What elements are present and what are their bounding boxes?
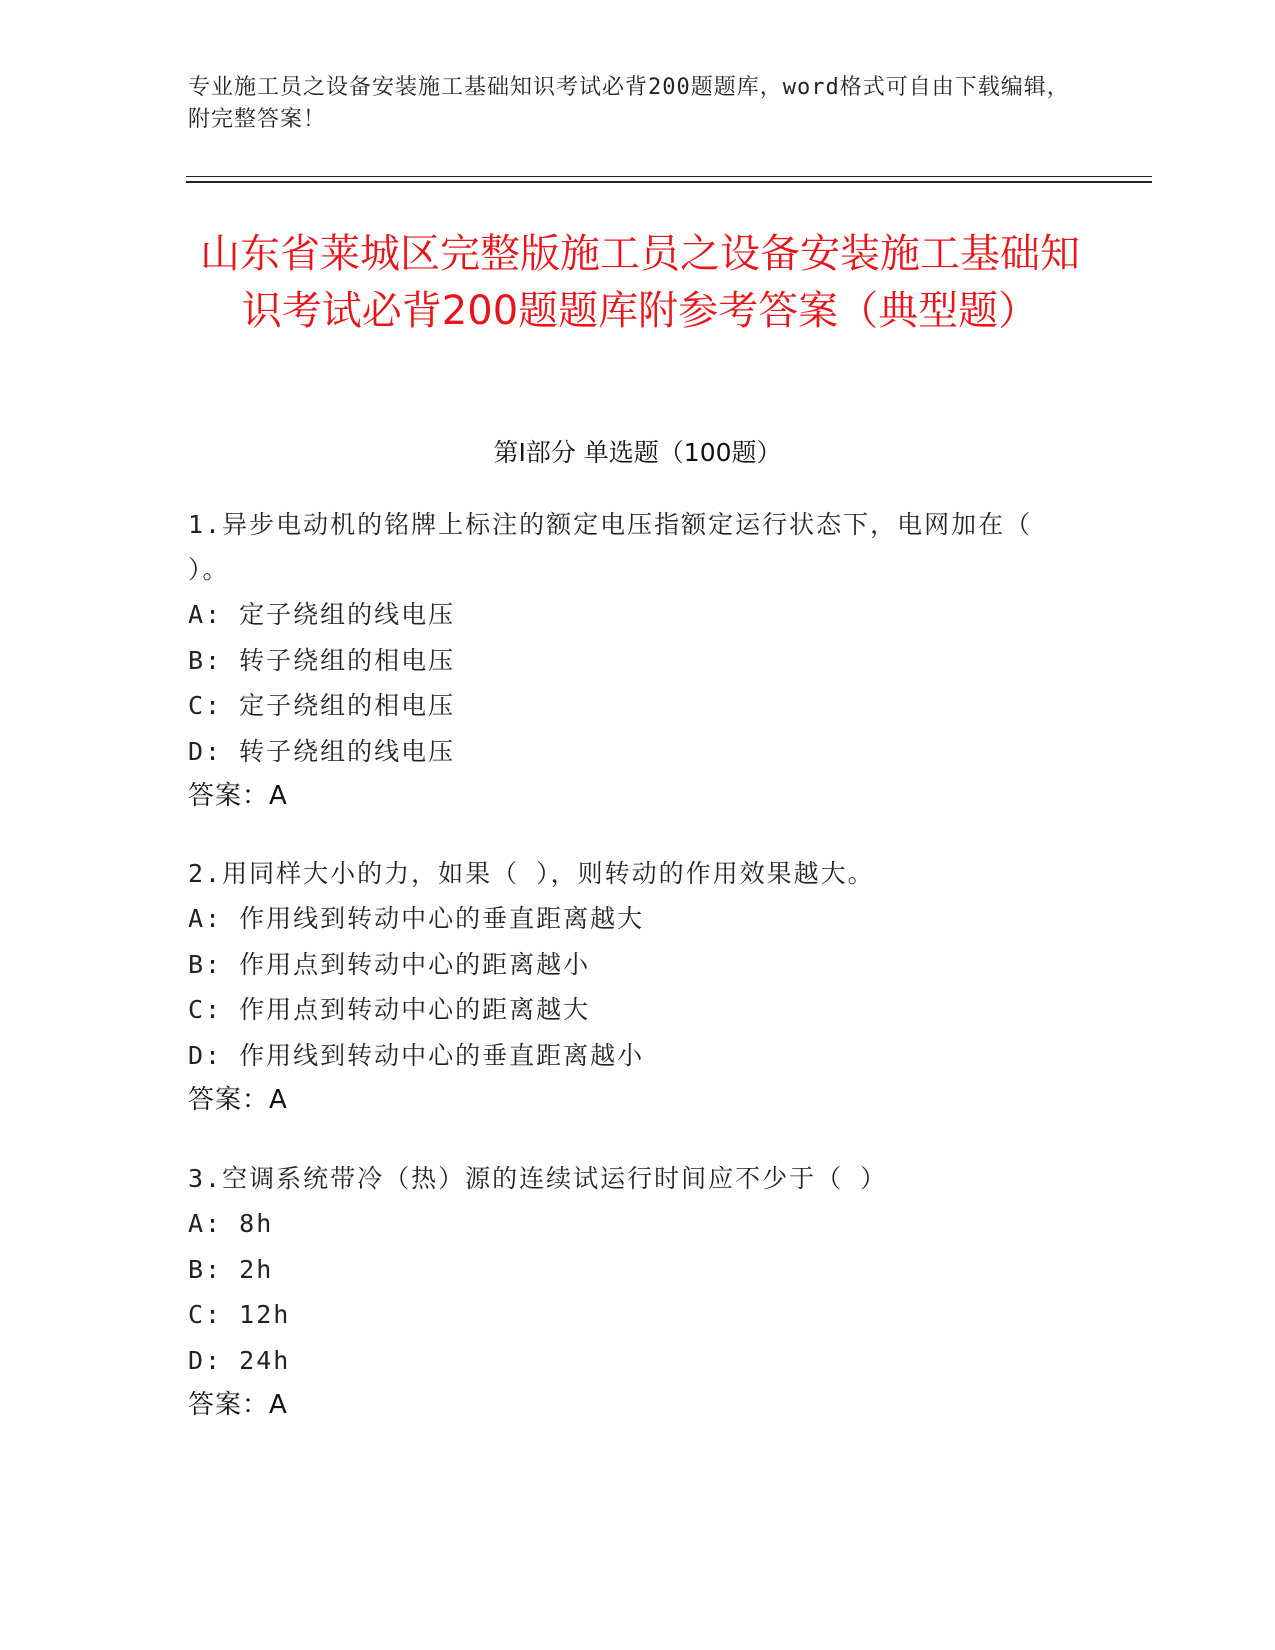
option-b: B: 作用点到转动中心的距离越小 (188, 949, 591, 979)
question-stem: 2.用同样大小的力，如果（ ），则转动的作用效果越大。 (188, 859, 875, 888)
option-a: A: 作用线到转动中心的垂直距离越大 (188, 904, 645, 933)
document-title: 山东省莱城区完整版施工员之设备安装施工基础知识考试必背200题题库附参考答案（典型题） (200, 231, 1080, 334)
option-c: C: 作用点到转动中心的距离越大 (188, 995, 591, 1024)
option-a: A: 8h (188, 1209, 274, 1238)
answer: 答案：A (188, 1085, 288, 1115)
option-d: D: 24h (188, 1345, 291, 1375)
option-a: A: 定子绕组的线电压 (188, 600, 456, 629)
question-stem: 3.空调系统带冷（热）源的连续试运行时间应不少于（ ） (188, 1164, 888, 1193)
option-d: D: 转子绕组的线电压 (188, 736, 456, 766)
question-stem: 1.异步电动机的铭牌上标注的额定电压指额定运行状态下，电网加在（ ）。 (188, 510, 1033, 584)
question-3 (188, 1156, 1068, 1428)
answer: 答案：A (188, 1390, 288, 1420)
option-c: C: 12h (188, 1300, 291, 1329)
header-note: 专业施工员之设备安装施工基础知识考试必背200题题库，word格式可自由下载编辑，附完整答案！ (188, 75, 1070, 132)
question-1 (188, 502, 1068, 819)
section-heading: 第Ⅰ部分 单选题（100题） (493, 438, 782, 467)
header-divider (186, 176, 1152, 183)
option-b: B: 2h (188, 1254, 274, 1284)
option-d: D: 作用线到转动中心的垂直距离越小 (188, 1040, 645, 1070)
option-c: C: 定子绕组的相电压 (188, 691, 456, 720)
question-2 (188, 851, 1068, 1123)
option-b: B: 转子绕组的相电压 (188, 645, 456, 675)
answer: 答案：A (188, 781, 288, 811)
